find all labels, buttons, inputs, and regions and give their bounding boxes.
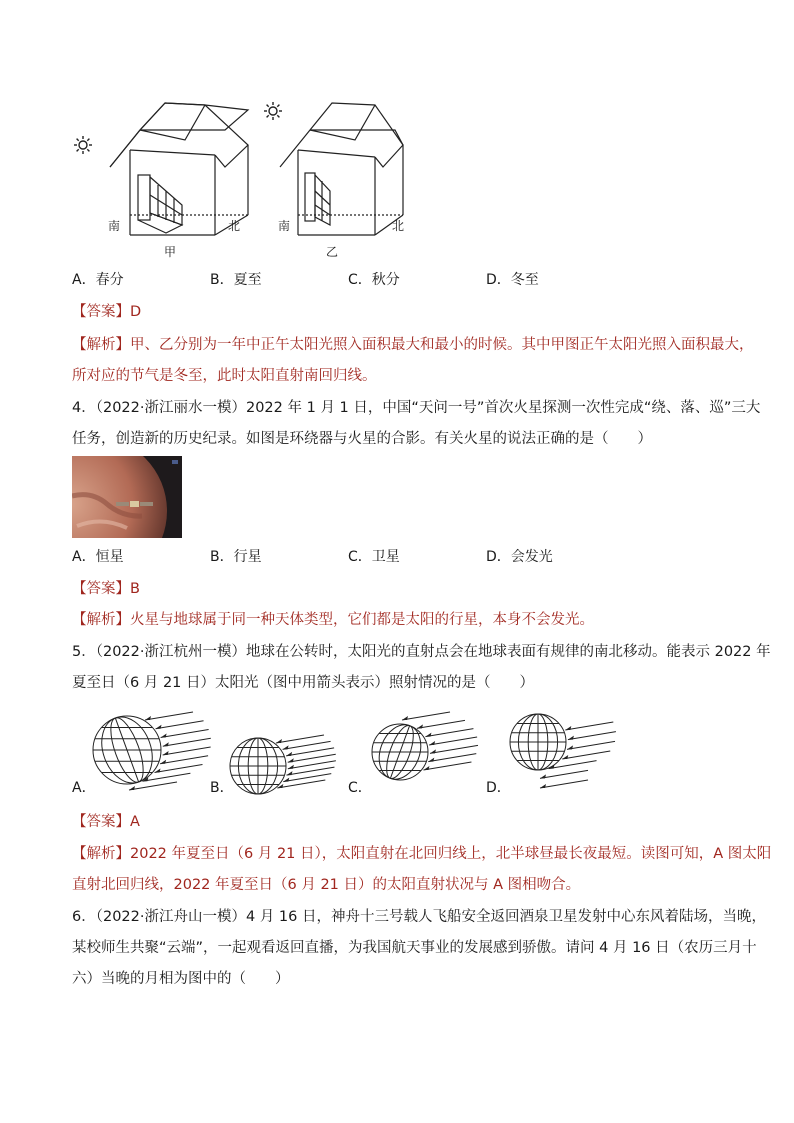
q6-stem-line-2: 某校师生共聚“云端”，一起观看返回直播，为我国航天事业的发展感到骄傲。请问 4 月 16 日（农历三月十 (72, 940, 757, 956)
q3-option-b: B．夏至 (210, 272, 262, 288)
q5-analysis-line-2: 直射北回归线，2022 年夏至日（6 月 21 日）的太阳直射状况与 A 图相吻合。 (72, 877, 581, 893)
answer-value: D (130, 304, 142, 320)
sun-icon (264, 102, 282, 120)
globe-c (372, 712, 478, 785)
answer-tag: 【答案】 (72, 581, 130, 597)
label-south-a: 南 (108, 219, 121, 233)
q3-analysis-line-2: 所对应的节气是冬至，此时太阳直射南回归线。 (72, 368, 377, 384)
q3-answer (72, 302, 141, 322)
q4-stem-line-1: 4．（2022·浙江丽水一模）2022 年 1 月 1 日，中国“天问一号”首次火星探测一次性完成“绕、落、巡”三大 (72, 400, 761, 416)
analysis-tag: 【解析】 (72, 846, 130, 862)
answer-tag: 【答案】 (72, 814, 130, 830)
q5-option-b: B． (210, 780, 234, 796)
q3-option-d: D．冬至 (486, 272, 539, 288)
mars-image (72, 456, 182, 538)
caption-b: 乙 (326, 245, 339, 259)
answer-value: B (130, 581, 140, 597)
answer-value: A (130, 814, 140, 830)
answer-tag: 【答案】 (72, 304, 130, 320)
sun-icon (74, 136, 92, 154)
q5-globe-figures (72, 708, 632, 804)
q4-analysis (72, 610, 594, 630)
label-north-a: 北 (228, 219, 241, 233)
q4-option-b: B．行星 (210, 549, 262, 565)
analysis-text: 火星与地球属于同一种天体类型，它们都是太阳的行星，本身不会发光。 (130, 612, 594, 628)
q4-stem-line-2: 任务，创造新的历史纪录。如图是环绕器与火星的合影。有关火星的说法正确的是（ ） (72, 431, 652, 447)
q5-analysis-line-1 (72, 844, 771, 864)
label-north-b: 北 (392, 219, 405, 233)
analysis-tag: 【解析】 (72, 612, 130, 628)
q5-stem-line-2: 夏至日（6 月 21 日）太阳光（图中用箭头表示）照射情况的是（ ） (72, 675, 535, 691)
q5-option-c: C． (348, 780, 372, 796)
analysis-tag: 【解析】 (72, 337, 130, 353)
analysis-text: 甲、乙分别为一年中正午太阳光照入面积最大和最小的时候。其中甲图正午太阳光照入面积最大， (130, 337, 754, 353)
q4-option-c: C．卫星 (348, 549, 400, 565)
globe-d (510, 714, 616, 788)
q5-stem-line-1: 5．（2022·浙江杭州一模）地球在公转时，太阳光的直射点会在地球表面有规律的南北移动。能表示 2022 年 (72, 644, 771, 660)
house-a (110, 103, 248, 235)
q5-option-a: A． (72, 780, 96, 796)
q4-option-d: D．会发光 (486, 549, 553, 565)
globe-b (230, 735, 336, 794)
mars-photo (72, 456, 182, 538)
houses-drawing (70, 95, 410, 265)
q6-stem-line-1: 6．（2022·浙江舟山一模）4 月 16 日，神舟十三号载人飞船安全返回酒泉卫星发射中心东风着陆场，当晚， (72, 909, 766, 925)
q5-option-d: D． (486, 780, 511, 796)
house-figure (70, 95, 410, 265)
q3-option-c: C．秋分 (348, 272, 400, 288)
q3-analysis-line-1 (72, 335, 754, 355)
analysis-text: 2022 年夏至日（6 月 21 日），太阳直射在北回归线上，北半球昼最长夜最短。读图可知，A 图太阳 (130, 846, 772, 862)
q4-answer (72, 579, 140, 599)
q5-answer (72, 812, 140, 832)
q3-option-a: A．春分 (72, 272, 124, 288)
q6-stem-line-3: 六）当晚的月相为图中的（ ） (72, 971, 290, 987)
house-b (280, 103, 403, 235)
globe-a (93, 710, 211, 790)
label-south-b: 南 (278, 219, 291, 233)
caption-a: 甲 (164, 245, 177, 259)
q4-option-a: A．恒星 (72, 549, 124, 565)
